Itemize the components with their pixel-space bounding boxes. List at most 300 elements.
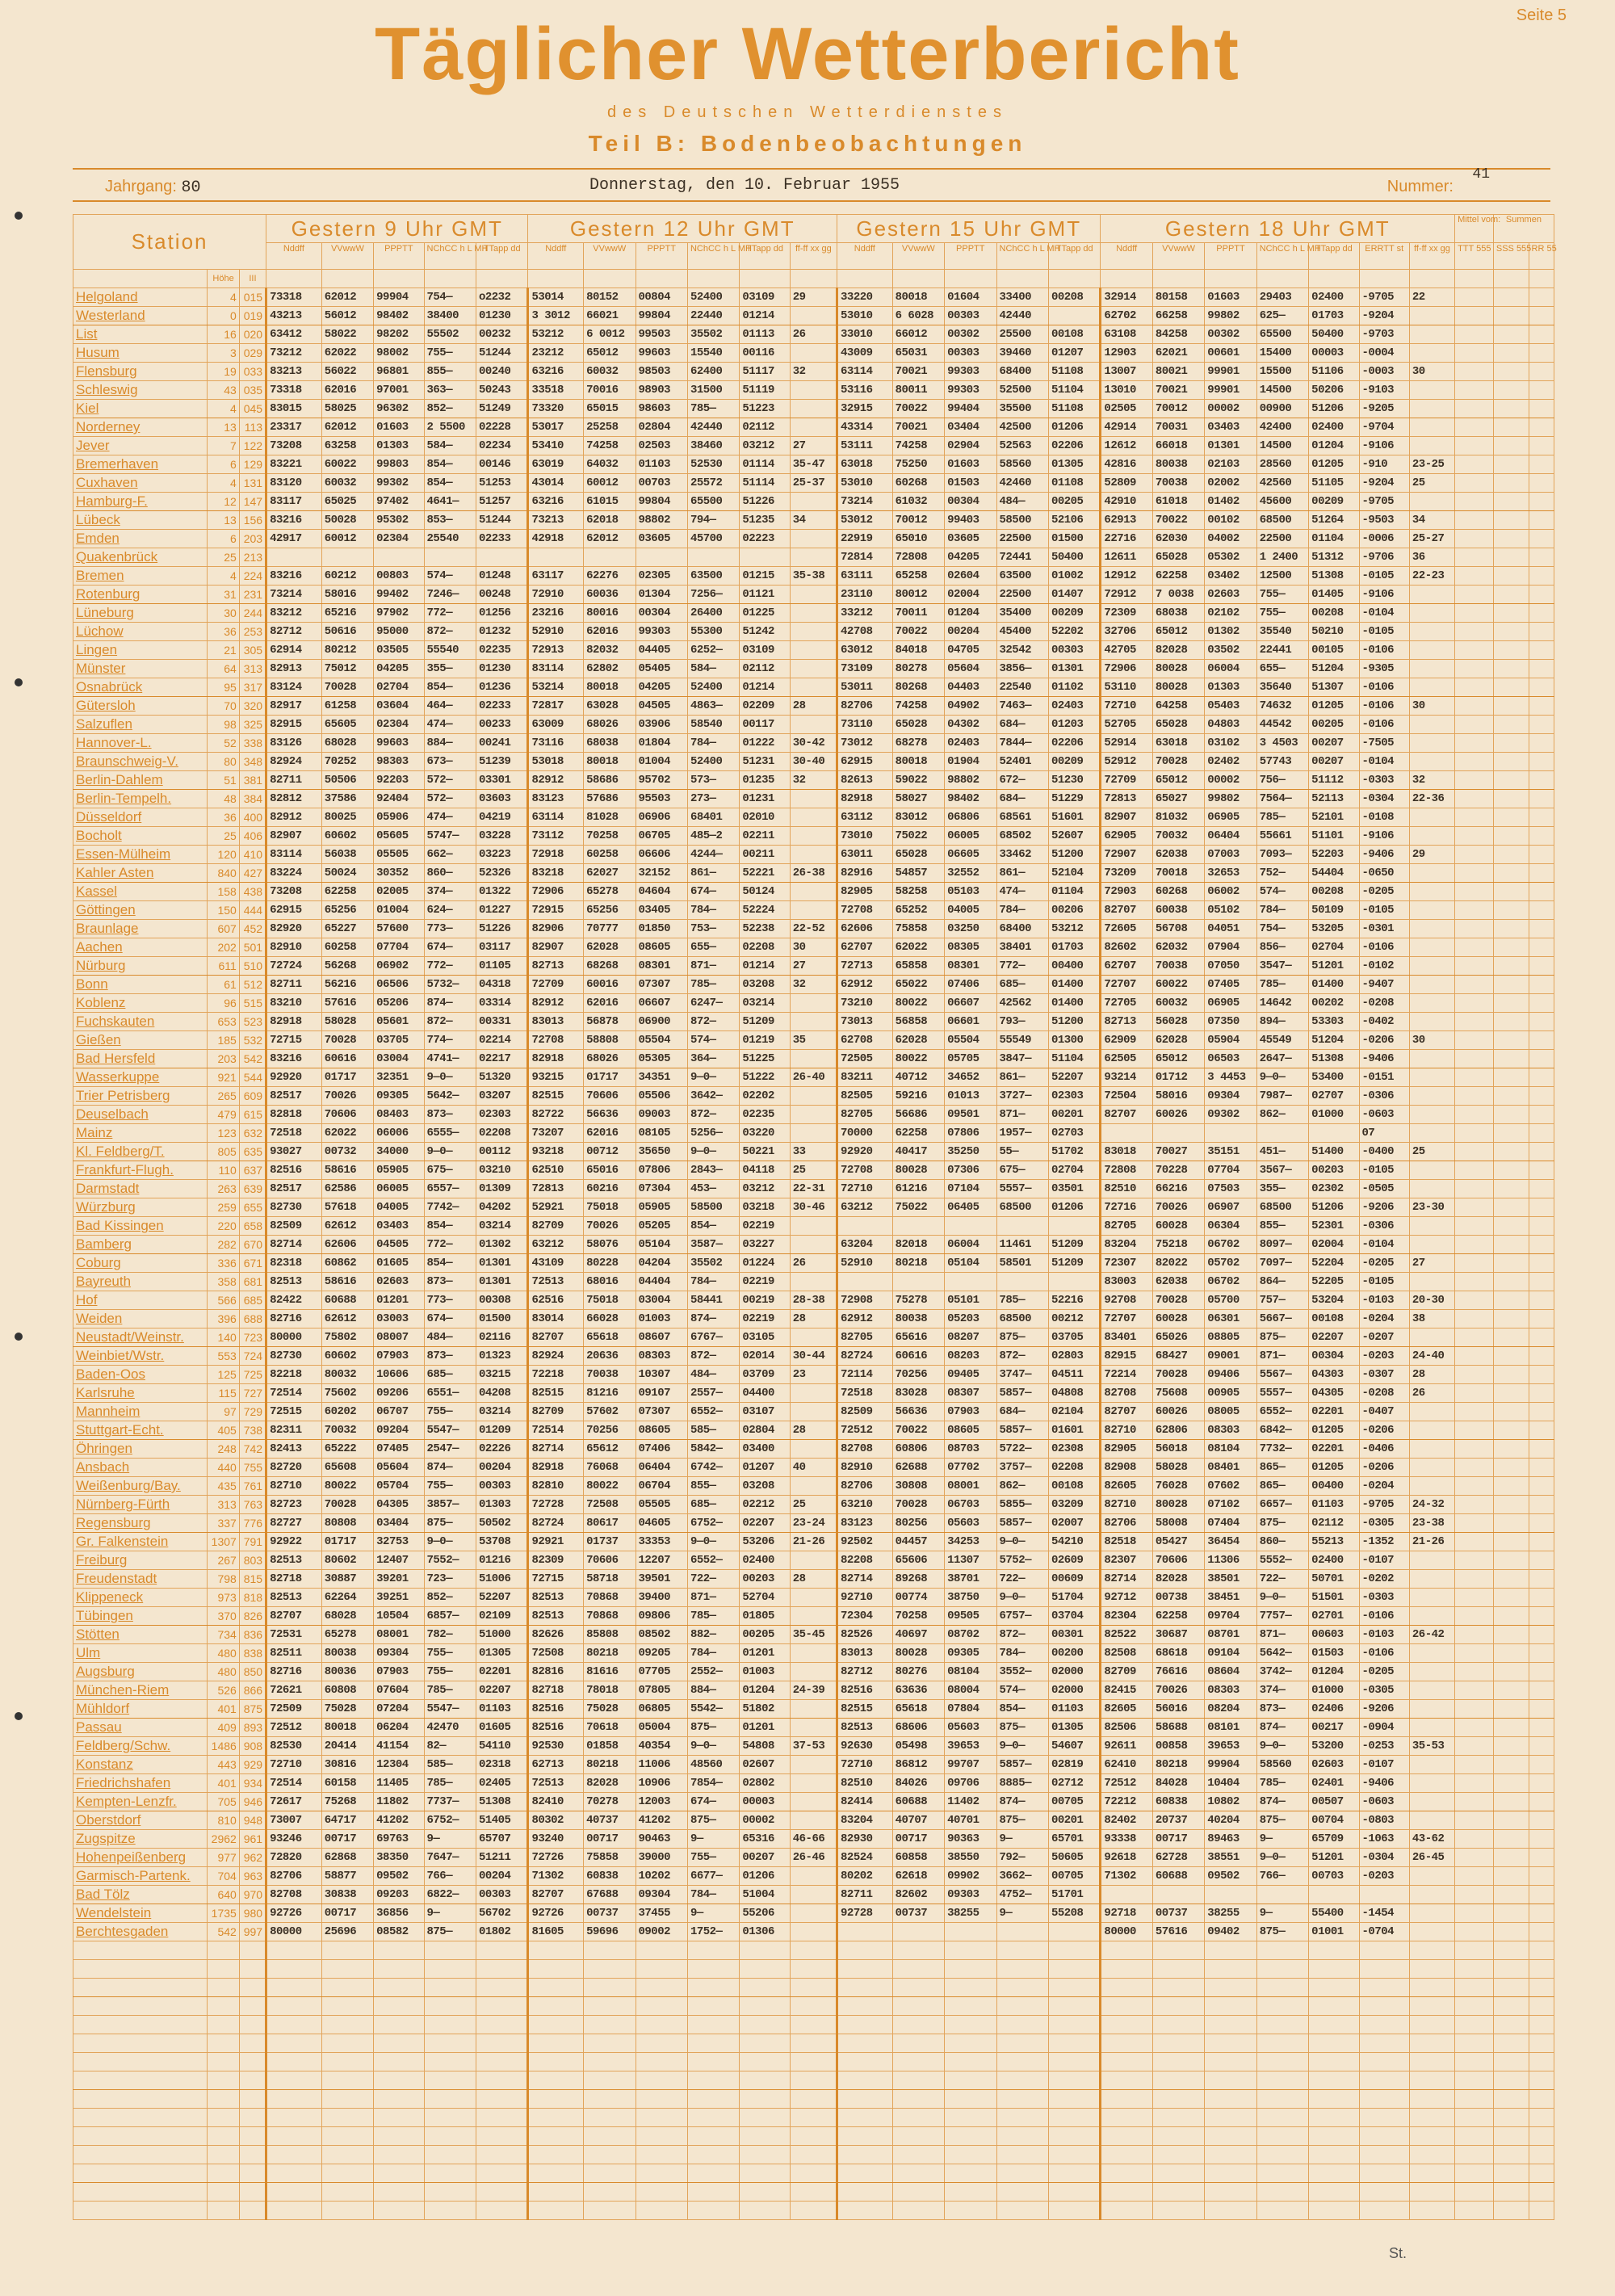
tail-cell xyxy=(1455,1886,1494,1904)
obs-value: 22 xyxy=(1409,288,1454,307)
obs-value: 60038 xyxy=(1152,901,1204,920)
obs-value: 772— xyxy=(424,604,476,623)
obs-value: 02609 xyxy=(1048,1551,1100,1570)
empty-cell xyxy=(584,2090,636,2109)
obs-value: 72906 xyxy=(1101,660,1152,678)
obs-value: 38550 xyxy=(945,1849,996,1867)
tail-cell xyxy=(1493,1068,1529,1087)
obs-value: 75028 xyxy=(584,1700,636,1719)
empty-cell xyxy=(424,2071,476,2090)
obs-value xyxy=(790,994,837,1013)
obs-value: 58008 xyxy=(1152,1514,1204,1533)
obs-value: 9— xyxy=(996,1904,1048,1923)
tail-cell xyxy=(1493,1904,1529,1923)
empty-cell xyxy=(476,1997,528,2016)
obs-value: 02401 xyxy=(1309,1774,1359,1793)
obs-value: 82912 xyxy=(528,994,584,1013)
obs-value: 39400 xyxy=(636,1589,687,1607)
empty-cell xyxy=(476,2053,528,2071)
station-name: Koblenz xyxy=(73,994,208,1013)
obs-value: 62276 xyxy=(584,567,636,586)
obs-value: 72513 xyxy=(528,1273,584,1291)
tail-cell xyxy=(1529,1403,1554,1421)
empty-cell xyxy=(1205,1960,1256,1979)
code-header: PPPTT xyxy=(374,243,424,270)
obs-value: 60032 xyxy=(1152,994,1204,1013)
obs-value: 855— xyxy=(1256,1217,1308,1236)
tail-cell xyxy=(1529,864,1554,883)
obs-value: 68268 xyxy=(584,957,636,976)
obs-value: 52401 xyxy=(996,753,1048,771)
obs-value: 01737 xyxy=(584,1533,636,1551)
obs-value: -9503 xyxy=(1359,511,1409,530)
obs-value: 21-26 xyxy=(790,1533,837,1551)
obs-value: 38 xyxy=(1409,1310,1454,1328)
station-height: 19 xyxy=(208,363,240,381)
obs-value xyxy=(790,548,837,567)
obs-value: 12304 xyxy=(374,1756,424,1774)
obs-value: 01717 xyxy=(584,1068,636,1087)
obs-value: 02004 xyxy=(1309,1236,1359,1254)
obs-value: 01103 xyxy=(1309,1496,1359,1514)
obs-value: 7246— xyxy=(424,586,476,604)
obs-value xyxy=(790,418,837,437)
obs-value: 02804 xyxy=(740,1421,790,1440)
obs-value: 56016 xyxy=(1152,1700,1204,1719)
obs-value: -9305 xyxy=(1359,660,1409,678)
obs-value: 29 xyxy=(790,288,837,307)
empty-cell xyxy=(1455,2071,1494,2090)
empty-cell xyxy=(424,1979,476,1997)
obs-value xyxy=(1409,1328,1454,1347)
obs-value: 01402 xyxy=(1205,493,1256,511)
obs-value: 02004 xyxy=(945,586,996,604)
empty-row xyxy=(73,1979,1554,1997)
obs-value: -0305 xyxy=(1359,1514,1409,1533)
station-index: 639 xyxy=(239,1180,266,1198)
tail-cell xyxy=(1493,1626,1529,1644)
obs-value: 82626 xyxy=(528,1626,584,1644)
obs-value: 06702 xyxy=(1205,1273,1256,1291)
tail-cell xyxy=(1455,1273,1494,1291)
obs-value: 04511 xyxy=(1048,1366,1100,1384)
obs-value: 06806 xyxy=(945,808,996,827)
tail-cell xyxy=(1493,1533,1529,1551)
tail-cell xyxy=(1493,363,1529,381)
obs-value: 766— xyxy=(1256,1867,1308,1886)
obs-value: 82714 xyxy=(528,1440,584,1459)
obs-value: 55502 xyxy=(424,325,476,344)
station-height: 337 xyxy=(208,1514,240,1533)
code-header: Nddff xyxy=(528,243,584,270)
obs-value: 70000 xyxy=(837,1124,893,1143)
obs-value: 09104 xyxy=(1205,1644,1256,1663)
obs-value: 72617 xyxy=(266,1793,322,1811)
obs-value: 82713 xyxy=(1101,1013,1152,1031)
empty-cell xyxy=(837,2164,893,2183)
empty-cell xyxy=(73,1960,208,1979)
tail-cell xyxy=(1455,1421,1494,1440)
obs-value: 65618 xyxy=(892,1700,944,1719)
tail-cell xyxy=(1529,1867,1554,1886)
obs-value xyxy=(1409,1459,1454,1477)
obs-value: 08207 xyxy=(945,1328,996,1347)
empty-cell xyxy=(73,2109,208,2127)
obs-value: 23 xyxy=(790,1366,837,1384)
tail-cell xyxy=(1529,1328,1554,1347)
obs-value: 82307 xyxy=(1101,1551,1152,1570)
obs-value: 09303 xyxy=(945,1886,996,1904)
tail-cell xyxy=(1455,994,1494,1013)
obs-value: 56018 xyxy=(1152,1440,1204,1459)
obs-value: 20737 xyxy=(1152,1811,1204,1830)
obs-value: 70032 xyxy=(321,1421,373,1440)
obs-value: 67688 xyxy=(584,1886,636,1904)
station-index: 761 xyxy=(239,1477,266,1496)
empty-cell xyxy=(266,1997,322,2016)
obs-value: 01003 xyxy=(636,1310,687,1328)
obs-value: 00003 xyxy=(740,1793,790,1811)
obs-value: 55— xyxy=(996,1143,1048,1161)
obs-value: 66028 xyxy=(584,1310,636,1328)
empty-cell xyxy=(1359,2202,1409,2220)
obs-value: 72726 xyxy=(528,1849,584,1867)
obs-value: 82816 xyxy=(528,1663,584,1681)
obs-value: 02234 xyxy=(476,437,528,455)
obs-value: 52910 xyxy=(528,623,584,641)
obs-value: 60806 xyxy=(892,1440,944,1459)
tail-cell xyxy=(1455,623,1494,641)
obs-value: 6677— xyxy=(687,1867,739,1886)
empty-cell xyxy=(945,2016,996,2034)
obs-value: 52530 xyxy=(687,455,739,474)
obs-value: 83204 xyxy=(1101,1236,1152,1254)
empty-cell xyxy=(1309,1997,1359,2016)
obs-value: 65010 xyxy=(892,530,944,548)
obs-value: 01204 xyxy=(1309,437,1359,455)
obs-value: 72915 xyxy=(528,901,584,920)
empty-cell xyxy=(996,2183,1048,2202)
station-height: 401 xyxy=(208,1774,240,1793)
iii-header: III xyxy=(239,270,266,288)
obs-value: 58686 xyxy=(584,771,636,790)
obs-value: 08702 xyxy=(945,1626,996,1644)
obs-value: -0303 xyxy=(1359,1589,1409,1607)
tail-cell xyxy=(1529,1310,1554,1328)
obs-value xyxy=(790,1273,837,1291)
obs-value: 93246 xyxy=(266,1830,322,1849)
empty-cell xyxy=(1152,2164,1204,2183)
obs-value: 74632 xyxy=(1256,697,1308,716)
obs-value: 08101 xyxy=(1205,1719,1256,1737)
obs-value: 04219 xyxy=(476,808,528,827)
obs-value: -0108 xyxy=(1359,808,1409,827)
obs-value: 51105 xyxy=(1309,474,1359,493)
empty-row xyxy=(73,2016,1554,2034)
station-name: Frankfurt-Flugh. xyxy=(73,1161,208,1180)
obs-value: 15500 xyxy=(1256,363,1308,381)
obs-value xyxy=(837,1273,893,1291)
obs-value xyxy=(790,1477,837,1496)
obs-value: 63216 xyxy=(528,363,584,381)
obs-value: 63216 xyxy=(528,493,584,511)
station-index: 727 xyxy=(239,1384,266,1403)
obs-value: 73007 xyxy=(266,1811,322,1830)
obs-value: 52207 xyxy=(1048,1068,1100,1087)
obs-value xyxy=(790,1756,837,1774)
obs-value: 80000 xyxy=(266,1328,322,1347)
empty-cell xyxy=(1205,2071,1256,2090)
obs-value: 874— xyxy=(996,1793,1048,1811)
obs-value: 72518 xyxy=(266,1124,322,1143)
tail-cell xyxy=(1493,1217,1529,1236)
obs-value xyxy=(1409,1106,1454,1124)
obs-value: 00302 xyxy=(1205,325,1256,344)
obs-value: 04051 xyxy=(1205,920,1256,938)
station-height: 52 xyxy=(208,734,240,753)
obs-value: 26 xyxy=(1409,1384,1454,1403)
empty-cell xyxy=(1455,2164,1494,2183)
tail-cell xyxy=(1455,530,1494,548)
obs-value: 82708 xyxy=(837,1440,893,1459)
tail-cell xyxy=(1529,753,1554,771)
obs-value: 07804 xyxy=(945,1700,996,1719)
obs-value: 00507 xyxy=(1309,1793,1359,1811)
obs-value: 07904 xyxy=(1205,938,1256,957)
obs-value: 06005 xyxy=(374,1180,424,1198)
obs-value: 42400 xyxy=(1256,418,1308,437)
obs-value xyxy=(790,1663,837,1681)
obs-value: 60026 xyxy=(1152,1403,1204,1421)
obs-value: 34 xyxy=(790,511,837,530)
obs-value: 62713 xyxy=(528,1756,584,1774)
obs-value: 04204 xyxy=(636,1254,687,1273)
obs-value: 02112 xyxy=(1309,1514,1359,1533)
station-index: 803 xyxy=(239,1551,266,1570)
obs-value: -9406 xyxy=(1359,1050,1409,1068)
station-height: 158 xyxy=(208,883,240,901)
obs-value: 05601 xyxy=(374,1013,424,1031)
obs-value: 80016 xyxy=(584,604,636,623)
station-row xyxy=(73,307,1554,325)
station-index: 893 xyxy=(239,1719,266,1737)
obs-value: 82711 xyxy=(837,1886,893,1904)
obs-value: 51264 xyxy=(1309,511,1359,530)
tail-cell xyxy=(1529,1793,1554,1811)
obs-value: 53708 xyxy=(476,1533,528,1551)
obs-value: 755— xyxy=(424,1403,476,1421)
obs-value: 62410 xyxy=(1101,1756,1152,1774)
obs-value: -9205 xyxy=(1359,400,1409,418)
obs-value: 573— xyxy=(687,771,739,790)
empty-cell xyxy=(996,2146,1048,2164)
tail-cell xyxy=(1493,1440,1529,1459)
obs-value: -0206 xyxy=(1359,1421,1409,1440)
empty-cell xyxy=(790,2164,837,2183)
obs-value: 04303 xyxy=(1309,1366,1359,1384)
obs-value: 70012 xyxy=(892,511,944,530)
obs-value: 72441 xyxy=(996,548,1048,567)
obs-value: 58808 xyxy=(584,1031,636,1050)
tail-cell xyxy=(1493,1570,1529,1589)
obs-value xyxy=(790,623,837,641)
obs-value: 9—0— xyxy=(687,1143,739,1161)
empty-cell xyxy=(687,2071,739,2090)
obs-value: 62618 xyxy=(892,1867,944,1886)
obs-value: 22-31 xyxy=(790,1180,837,1198)
obs-value: 773— xyxy=(424,920,476,938)
obs-value: 62028 xyxy=(892,1031,944,1050)
obs-value: 56216 xyxy=(321,976,373,994)
empty-cell xyxy=(1309,1979,1359,1997)
obs-value: -0203 xyxy=(1359,1347,1409,1366)
station-row xyxy=(73,1013,1554,1031)
obs-value: 32542 xyxy=(996,641,1048,660)
obs-value: 51308 xyxy=(1309,1050,1359,1068)
obs-value: 72518 xyxy=(837,1384,893,1403)
obs-value: 70258 xyxy=(584,827,636,846)
station-height: 4 xyxy=(208,474,240,493)
empty-cell xyxy=(1205,2202,1256,2220)
obs-value xyxy=(790,1236,837,1254)
obs-value: 06703 xyxy=(945,1496,996,1514)
obs-value: 01301 xyxy=(476,1273,528,1291)
obs-value xyxy=(1409,604,1454,623)
empty-cell xyxy=(1256,2109,1308,2127)
empty-cell xyxy=(1529,2164,1554,2183)
empty-row xyxy=(73,2164,1554,2183)
obs-value: 92618 xyxy=(1101,1849,1152,1867)
tail-cell xyxy=(1529,1737,1554,1756)
empty-cell xyxy=(636,2127,687,2146)
tail-cell xyxy=(1455,976,1494,994)
station-index: 029 xyxy=(239,344,266,363)
station-height: 336 xyxy=(208,1254,240,1273)
empty-cell xyxy=(1493,2183,1529,2202)
obs-value: 55549 xyxy=(996,1031,1048,1050)
tail-cell xyxy=(1529,1811,1554,1830)
obs-value: 72512 xyxy=(837,1421,893,1440)
obs-value: 80021 xyxy=(1152,363,1204,381)
station-index: 113 xyxy=(239,418,266,437)
obs-value: 50243 xyxy=(476,381,528,400)
obs-value: 655— xyxy=(687,938,739,957)
obs-value: -0106 xyxy=(1359,678,1409,697)
obs-value: 854— xyxy=(996,1700,1048,1719)
station-index: 542 xyxy=(239,1050,266,1068)
obs-value: 01003 xyxy=(740,1663,790,1681)
empty-cell xyxy=(996,2071,1048,2090)
obs-value: 72709 xyxy=(528,976,584,994)
tail-cell xyxy=(1455,957,1494,976)
obs-value: 52204 xyxy=(1309,1254,1359,1273)
station-row xyxy=(73,1366,1554,1384)
empty-cell xyxy=(208,2090,240,2109)
obs-value: 80025 xyxy=(321,808,373,827)
obs-value: 22441 xyxy=(1256,641,1308,660)
station-name: Salzuflen xyxy=(73,716,208,734)
empty-cell xyxy=(1256,2071,1308,2090)
empty-cell xyxy=(1048,2090,1100,2109)
station-name: Husum xyxy=(73,344,208,363)
obs-value: 27 xyxy=(1409,1254,1454,1273)
obs-value: 80022 xyxy=(892,1050,944,1068)
obs-value: 99303 xyxy=(945,381,996,400)
station-height: 265 xyxy=(208,1087,240,1106)
station-name: Wendelstein xyxy=(73,1904,208,1923)
obs-value: 07503 xyxy=(1205,1180,1256,1198)
station-height: 479 xyxy=(208,1106,240,1124)
obs-value: 04457 xyxy=(892,1533,944,1551)
obs-value xyxy=(528,548,584,567)
obs-value: 00108 xyxy=(1048,1477,1100,1496)
station-name: Gießen xyxy=(73,1031,208,1050)
tail-cell xyxy=(1455,1700,1494,1719)
tail-cell xyxy=(1455,883,1494,901)
station-row xyxy=(73,1440,1554,1459)
obs-value: 871— xyxy=(687,957,739,976)
obs-value: 03105 xyxy=(740,1328,790,1347)
tail-cell xyxy=(1493,1607,1529,1626)
tail-cell xyxy=(1493,678,1529,697)
obs-value: 3662— xyxy=(996,1867,1048,1886)
obs-value: 82705 xyxy=(1101,1217,1152,1236)
empty-cell xyxy=(740,2146,790,2164)
obs-value: 03705 xyxy=(374,1031,424,1050)
empty-cell xyxy=(374,2016,424,2034)
obs-value: 09001 xyxy=(1205,1347,1256,1366)
obs-value: 484— xyxy=(687,1366,739,1384)
obs-value: 72605 xyxy=(1101,920,1152,938)
obs-value: 32 xyxy=(790,976,837,994)
obs-value: 01301 xyxy=(1048,660,1100,678)
obs-value: 53303 xyxy=(1309,1013,1359,1031)
obs-value: 61032 xyxy=(892,493,944,511)
empty-cell xyxy=(1529,2127,1554,2146)
obs-value: 82906 xyxy=(528,920,584,938)
obs-value: 04400 xyxy=(740,1384,790,1403)
empty-cell xyxy=(1359,2034,1409,2053)
meta-cell xyxy=(996,270,1048,288)
empty-cell xyxy=(996,1941,1048,1960)
obs-value: 80276 xyxy=(892,1663,944,1681)
obs-value: 62022 xyxy=(321,1124,373,1143)
obs-value: 33400 xyxy=(996,288,1048,307)
empty-cell xyxy=(945,1960,996,1979)
station-height: 140 xyxy=(208,1328,240,1347)
obs-value: 82913 xyxy=(266,660,322,678)
obs-value: 65500 xyxy=(1256,325,1308,344)
empty-cell xyxy=(321,2127,373,2146)
obs-value: 4641— xyxy=(424,493,476,511)
empty-cell xyxy=(1455,1960,1494,1979)
empty-cell xyxy=(1359,1979,1409,1997)
obs-value: 72705 xyxy=(1101,994,1152,1013)
obs-value: 82718 xyxy=(528,1681,584,1700)
obs-value: 62905 xyxy=(1101,827,1152,846)
obs-value: 68038 xyxy=(1152,604,1204,623)
obs-value: 58560 xyxy=(996,455,1048,474)
obs-value: 5732— xyxy=(424,976,476,994)
empty-cell xyxy=(1048,1941,1100,1960)
obs-value: 70256 xyxy=(584,1421,636,1440)
obs-value: 30 xyxy=(1409,363,1454,381)
obs-value: 22540 xyxy=(996,678,1048,697)
obs-value: 70028 xyxy=(892,1496,944,1514)
obs-value: 95302 xyxy=(374,511,424,530)
obs-value: 75018 xyxy=(584,1198,636,1217)
tail-cell xyxy=(1529,1607,1554,1626)
